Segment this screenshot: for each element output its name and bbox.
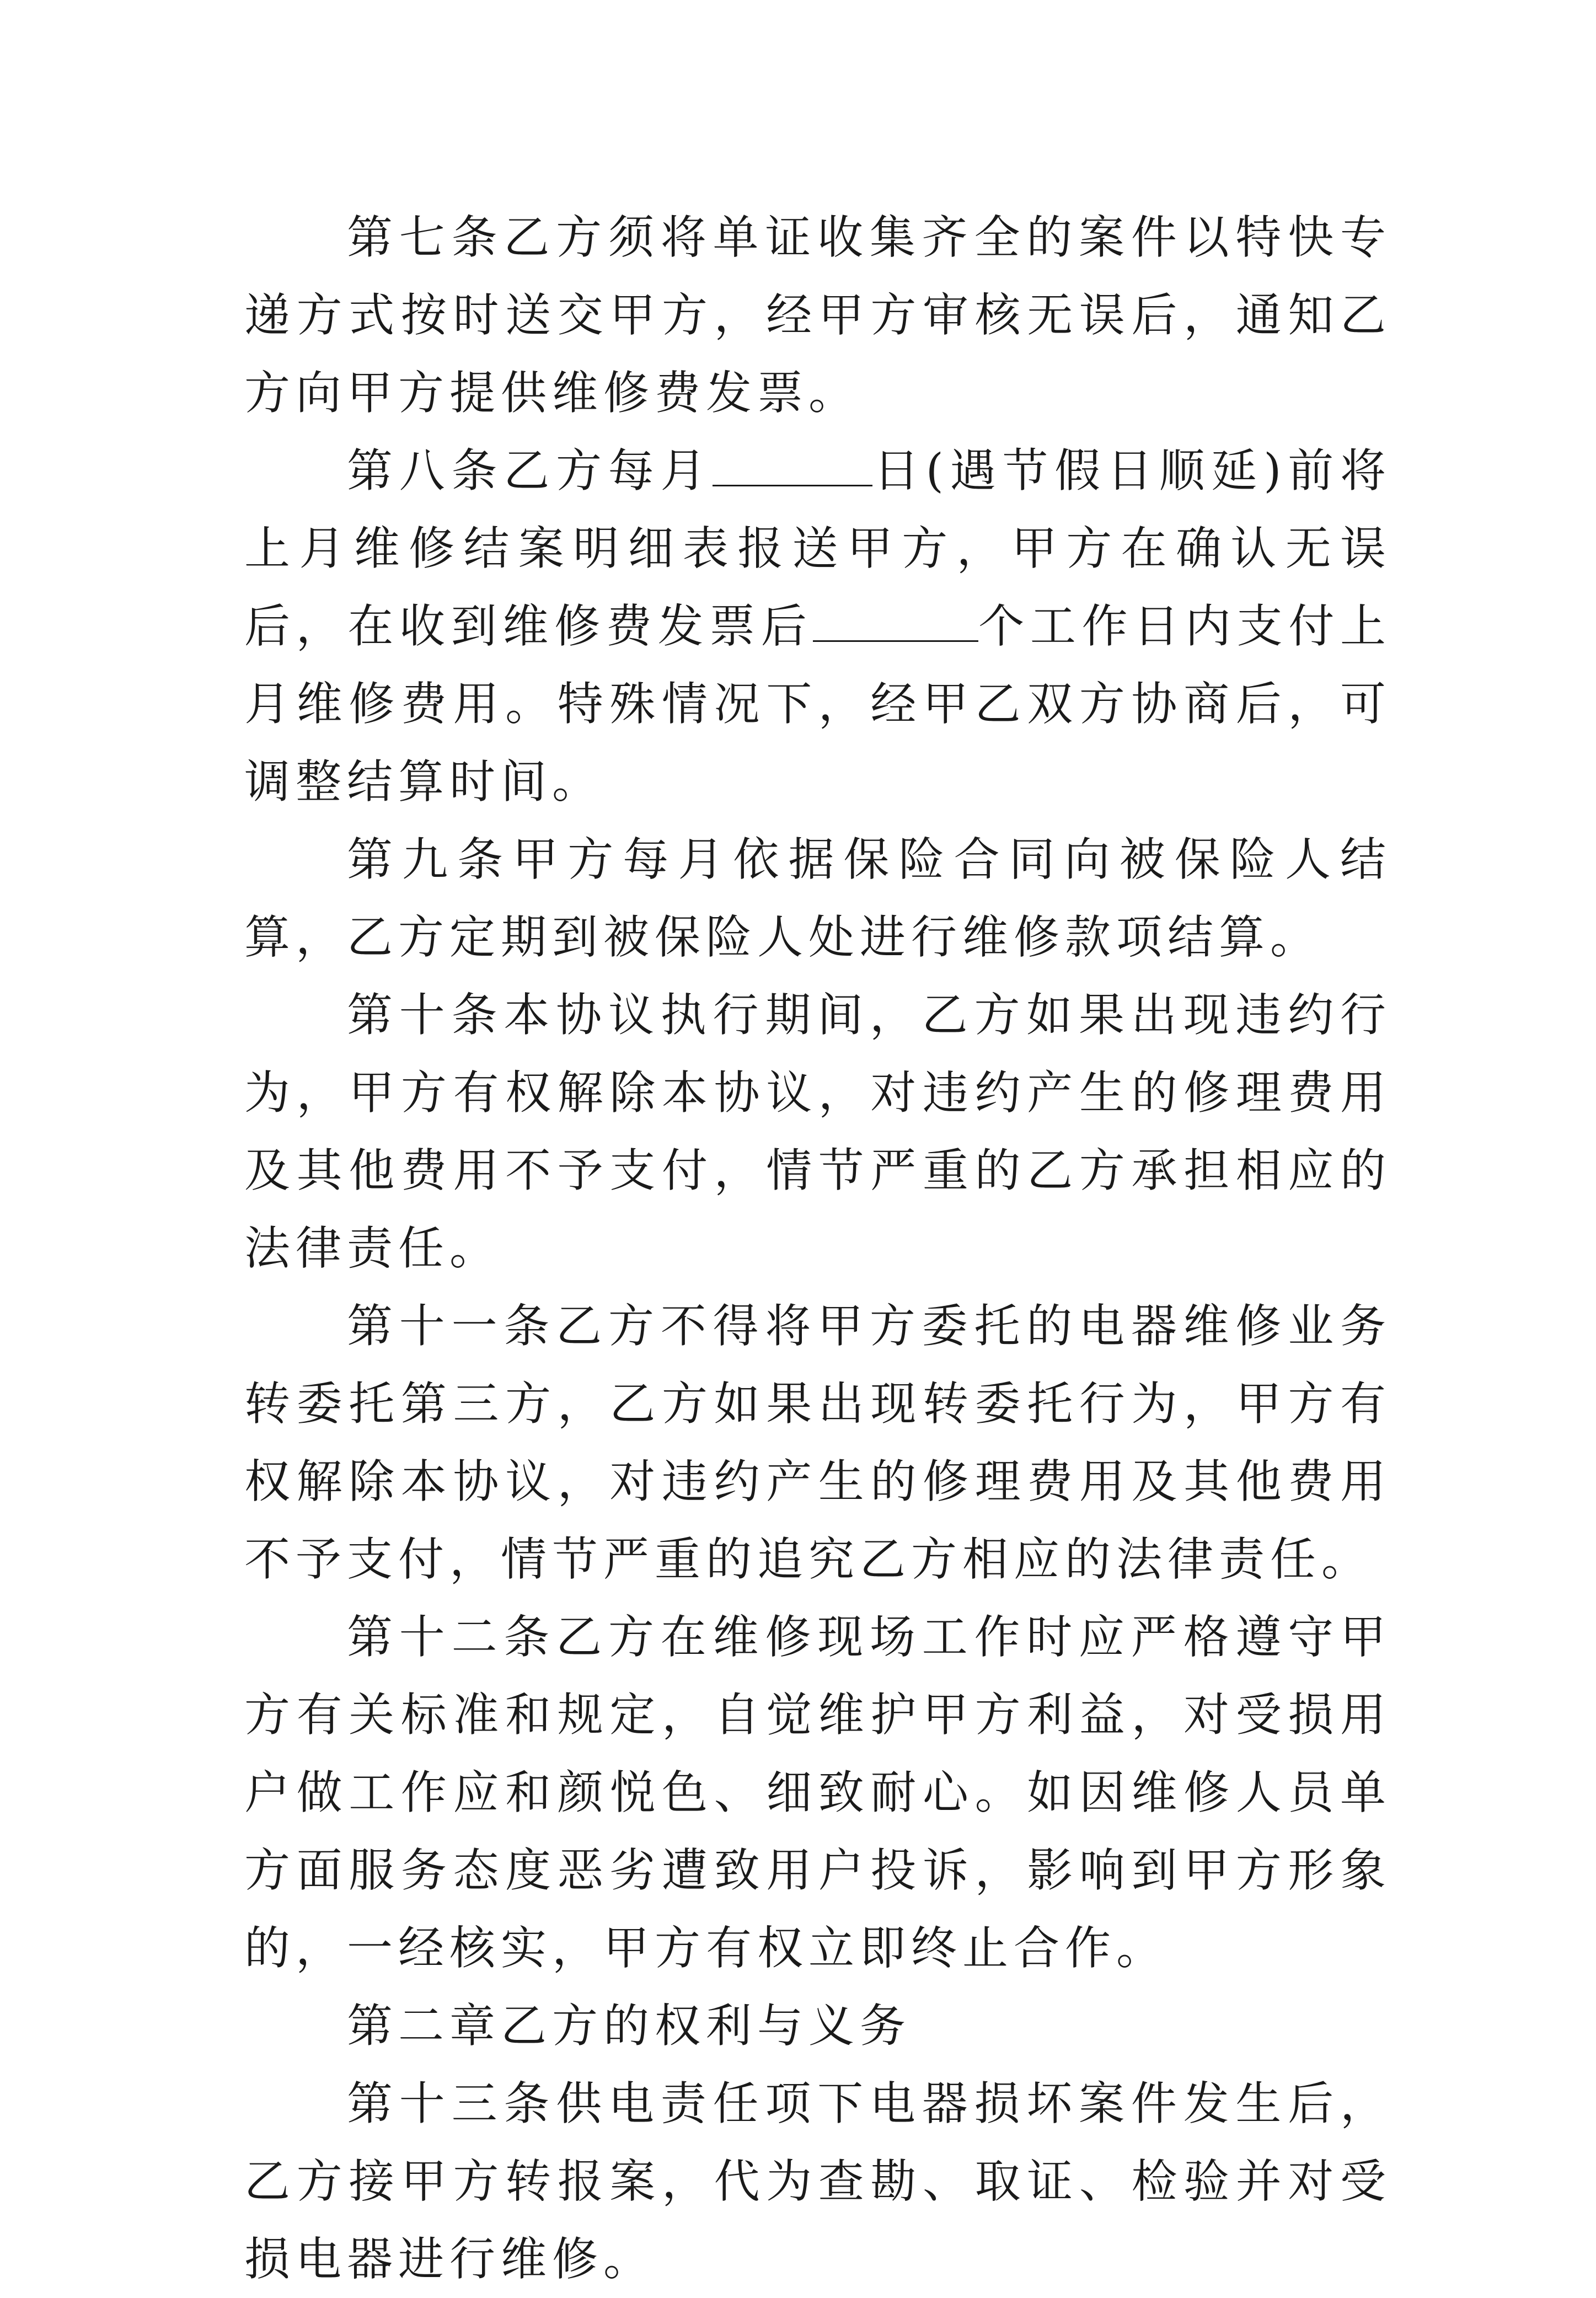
article-7: 第七条乙方须将单证收集齐全的案件以特快专递方式按时送交甲方，经甲方审核无误后，通知乙方向甲方提供维修费发票。 [244,211,1391,420]
article-12: 第十二条乙方在维修现场工作时应严格遵守甲方有关标准和规定，自觉维护甲方利益，对受损用户做工作应和颜悦色、细致耐心。如因维修人员单方面服务态度恶劣遭致用户投诉，影响到甲方形象的，一经核实，甲方有权立即终止合作。 [244,1610,1391,1975]
article-8-part-3: 个工作日内支付上月维修费用。特殊情况下，经甲乙双方协商后，可调整结算时间。 [244,599,1392,808]
article-10: 第十条本协议执行期间，乙方如果出现违约行为，甲方有权解除本协议，对违约产生的修理费用及其他费用不予支付，情节严重的乙方承担相应的法律责任。 [244,988,1391,1275]
working-days-blank[interactable] [813,602,978,642]
article-13: 第十三条供电责任项下电器损坏案件发生后，乙方接甲方转报案，代为查勘、取证、检验并对受损电器进行维修。 [244,2077,1391,2286]
article-8-part-1: 第八条乙方每月 [347,444,713,497]
document-body [244,199,1391,2298]
article-8-part-2: 日(遇节假日顺延)前将上月维修结案明细表报送甲方，甲方在确认无误后，在收到维修费发票后 [244,444,1392,653]
article-11: 第十一条乙方不得将甲方委托的电器维修业务转委托第三方，乙方如果出现转委托行为，甲方有权解除本协议，对违约产生的修理费用及其他费用不予支付，情节严重的追究乙方相应的法律责任。 [244,1299,1391,1586]
article-8 [244,432,1391,821]
day-of-month-blank[interactable] [713,446,872,486]
article-9: 第九条甲方每月依据保险合同向被保险人结算，乙方定期到被保险人处进行维修款项结算。 [244,833,1391,964]
chapter-2-heading: 第二章乙方的权利与义务 [347,1999,911,2053]
